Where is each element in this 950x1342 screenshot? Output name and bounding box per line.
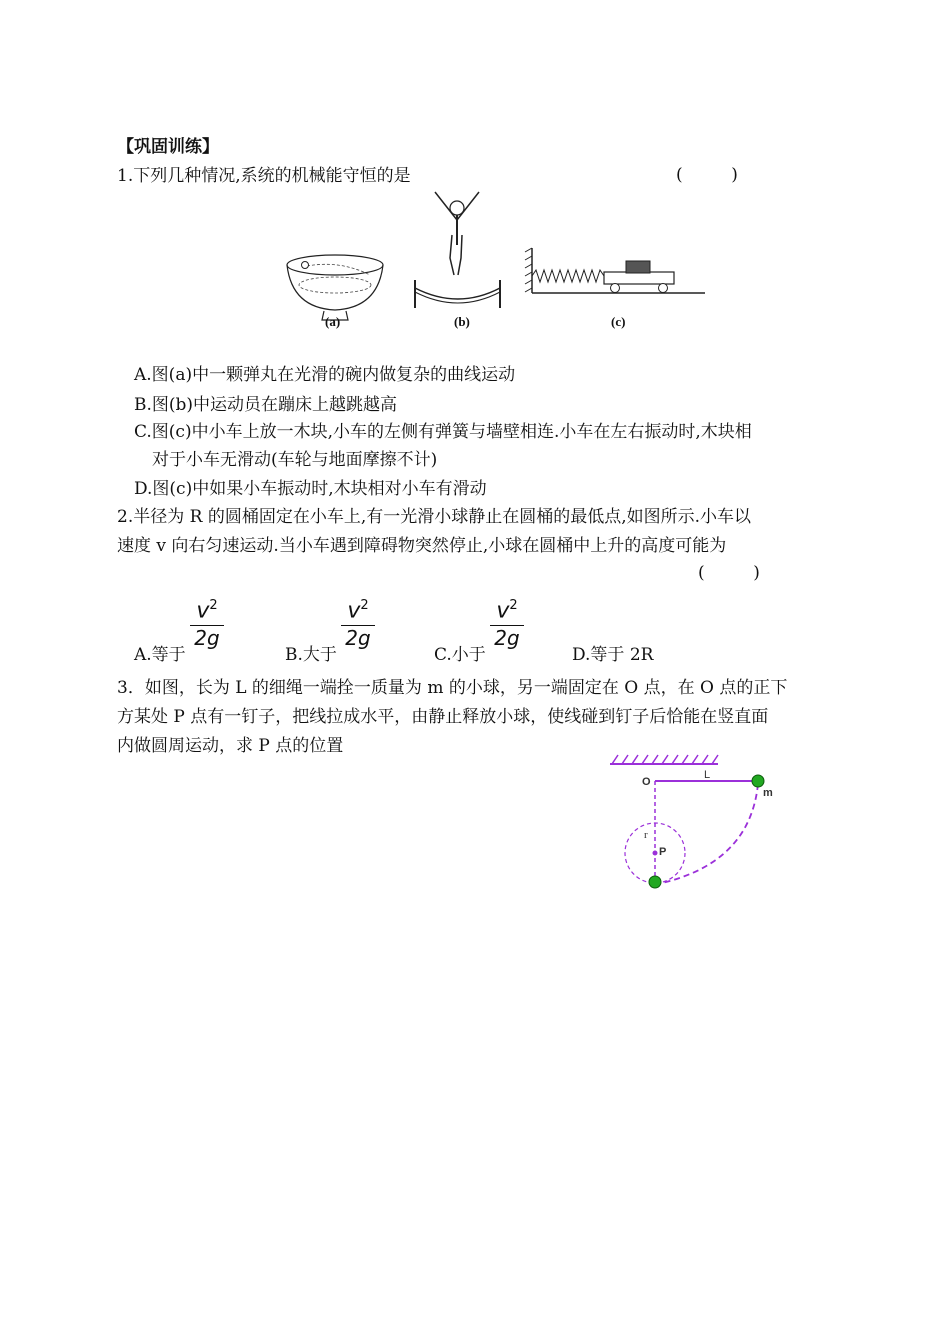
q3-line-2: 方某处 P 点有一钉子，把线拉成水平，由静止释放小球，使线碰到钉子后恰能在竖直面 (117, 707, 769, 727)
q2-option-d: D.等于 2R (572, 645, 654, 665)
fig-label-a: (a) (325, 314, 341, 329)
fig-label-b: (b) (454, 314, 470, 329)
ceiling-hatch (612, 755, 718, 764)
ball-start (752, 775, 764, 787)
q2-option-b: B.大于 (285, 645, 337, 665)
q3-line-3: 内做圆周运动，求 P 点的位置 (117, 736, 344, 756)
q2-fraction-a: $v^2$ 2g (190, 593, 224, 650)
q2-line-2: 速度 v 向右匀速运动.当小车遇到障碍物突然停止,小球在圆桶中上升的高度可能为 (117, 536, 727, 556)
pendulum-figure (600, 752, 790, 897)
q2-option-a: A.等于 (134, 645, 186, 665)
swing-arc (662, 784, 758, 883)
nail-point (653, 851, 658, 856)
q1-answer-paren: ( ) (676, 165, 738, 185)
q2-fraction-b: $v^2$ 2g (341, 593, 375, 650)
q2-answer-paren: ( ) (698, 563, 760, 583)
ball-bottom (649, 876, 661, 888)
q3-line-1: 3．如图，长为 L 的细绳一端拴一质量为 m 的小球，另一端固定在 O 点，在 O 点的正下 (117, 678, 788, 698)
label-p: P (659, 846, 667, 858)
fig-label-c: (c) (611, 314, 626, 329)
q1-option-c: C.图(c)中小车上放一木块,小车的左侧有弹簧与墙壁相连.小车在左右振动时,木块相 (134, 422, 752, 442)
q2-fraction-c: $v^2$ 2g (490, 593, 524, 650)
q1-option-c-continued: 对于小车无滑动(车轮与地面摩擦不计) (152, 450, 438, 470)
spring-cart-figure (525, 248, 705, 293)
label-o: O (642, 776, 651, 788)
label-m: m (763, 787, 773, 799)
section-title: 【巩固训练】 (117, 137, 219, 157)
q1-option-d: D.图(c)中如果小车振动时,木块相对小车有滑动 (134, 479, 487, 499)
label-l: L (704, 769, 711, 781)
bowl-figure (287, 255, 383, 320)
label-r: r (644, 829, 648, 841)
q1-stem: 1.下列几种情况,系统的机械能守恒的是 (117, 166, 411, 186)
q2-option-c: C.小于 (434, 645, 486, 665)
trampoline-figure (415, 192, 500, 308)
q1-option-a: A.图(a)中一颗弹丸在光滑的碗内做复杂的曲线运动 (134, 365, 516, 385)
q1-option-b: B.图(b)中运动员在蹦床上越跳越高 (134, 395, 398, 415)
q1-figures (280, 180, 720, 335)
q2-line-1: 2.半径为 R 的圆桶固定在小车上,有一光滑小球静止在圆桶的最低点,如图所示.小车以 (117, 507, 752, 527)
